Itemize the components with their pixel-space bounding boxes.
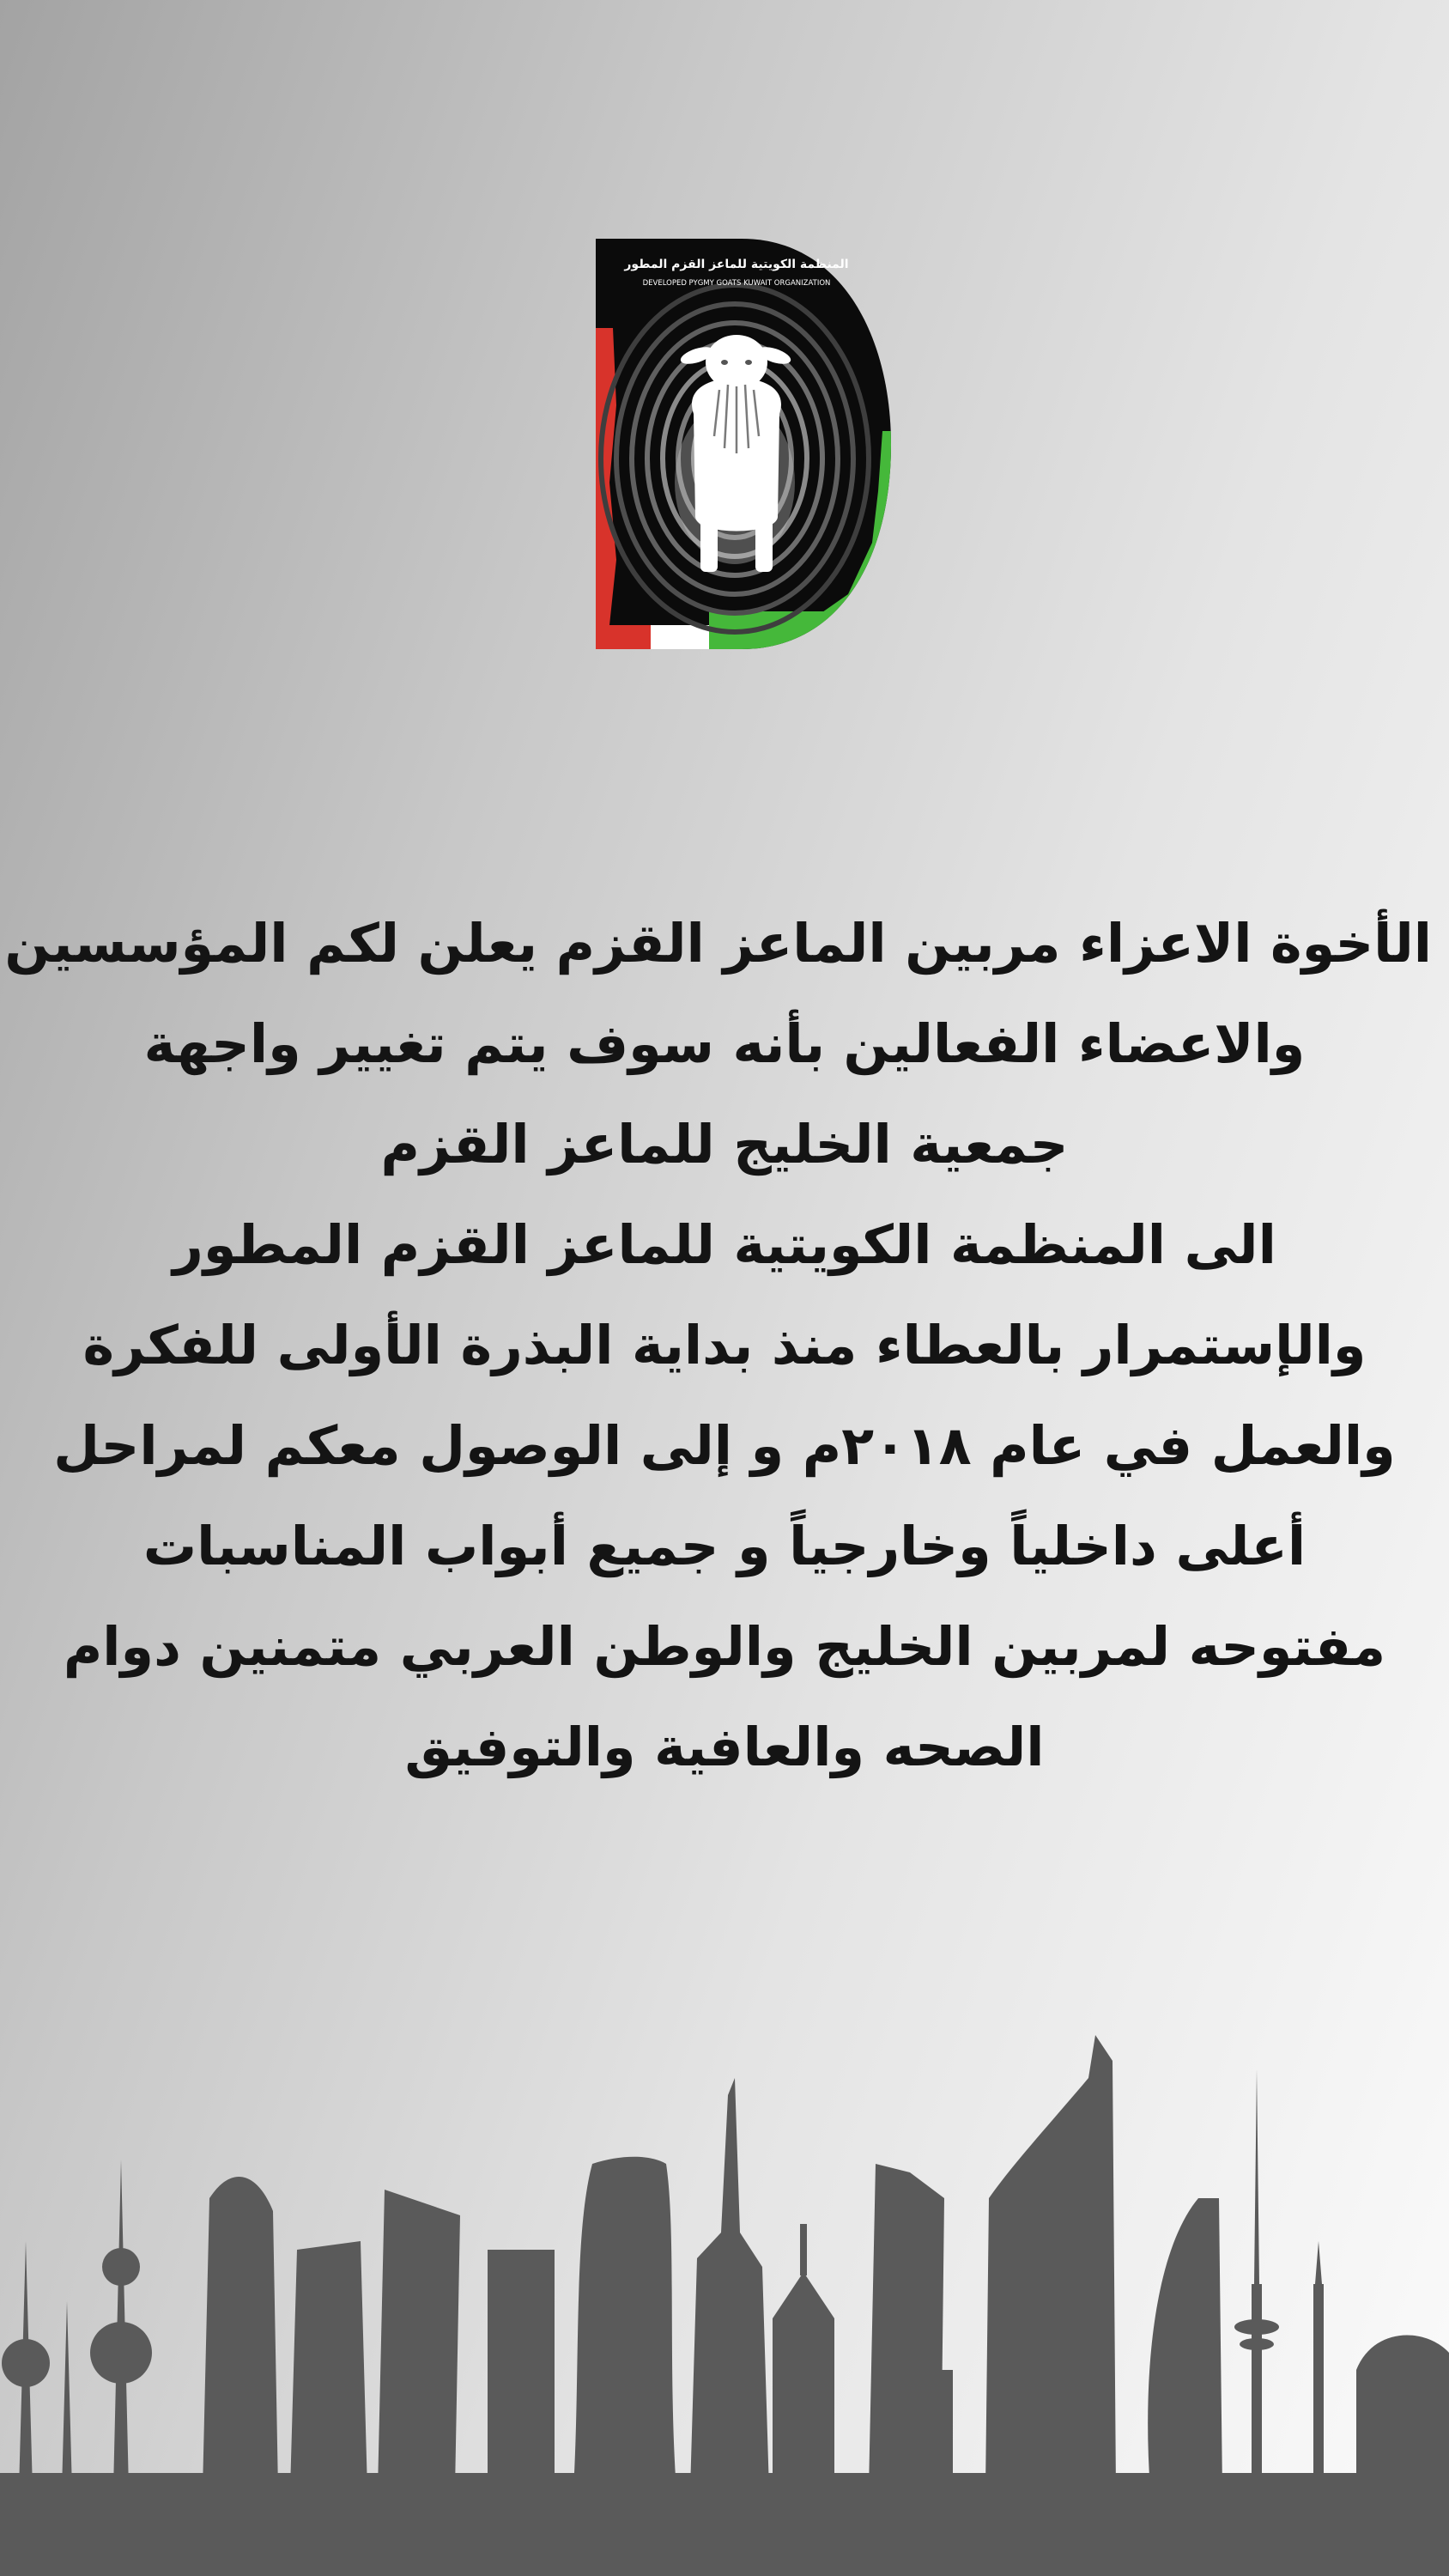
announcement-line-9: الصحه والعافية والتوفيق [404,1716,1045,1778]
kuwait-towers-icon [2,2160,152,2490]
flag-red-stripe [591,625,651,654]
city-skyline [0,2018,1449,2576]
flag-white-stripe [651,625,709,654]
announcement-line-6: والعمل في عام ٢٠١٨م و إلى الوصول معكم لمراحل [53,1414,1396,1477]
announcement-line-4: الى المنظمة الكويتية للماعز القزم المطور [173,1213,1276,1276]
announcement-line-8: مفتوحه لمربين الخليج والوطن العربي متمنين دوام [63,1615,1386,1678]
announcement-text [4,893,1432,1797]
announcement-line-7: أعلى داخلياً وخارجياً و جميع أبواب المناسبات [142,1515,1307,1577]
announcement-line-5: والإستمرار بالعطاء منذ بداية البذرة الأولى للفكرة [82,1314,1367,1376]
logo-title-english: DEVELOPED PYGMY GOATS KUWAIT ORGANIZATION [642,279,831,288]
logo-title-arabic: المنظمة الكويتية للماعز القزم المطور [624,258,849,271]
telecom-tower-icon [1234,2069,1279,2490]
announcement-line-3: جمعية الخليج للماعز القزم [380,1113,1069,1176]
announcement-line-1: الأخوة الاعزاء مربين الماعز القزم يعلن لكم المؤسسين [4,912,1432,975]
announcement-line-2: والاعضاء الفعالين بأنه سوف يتم تغيير واجهة [143,1012,1306,1075]
organization-logo [591,234,894,654]
